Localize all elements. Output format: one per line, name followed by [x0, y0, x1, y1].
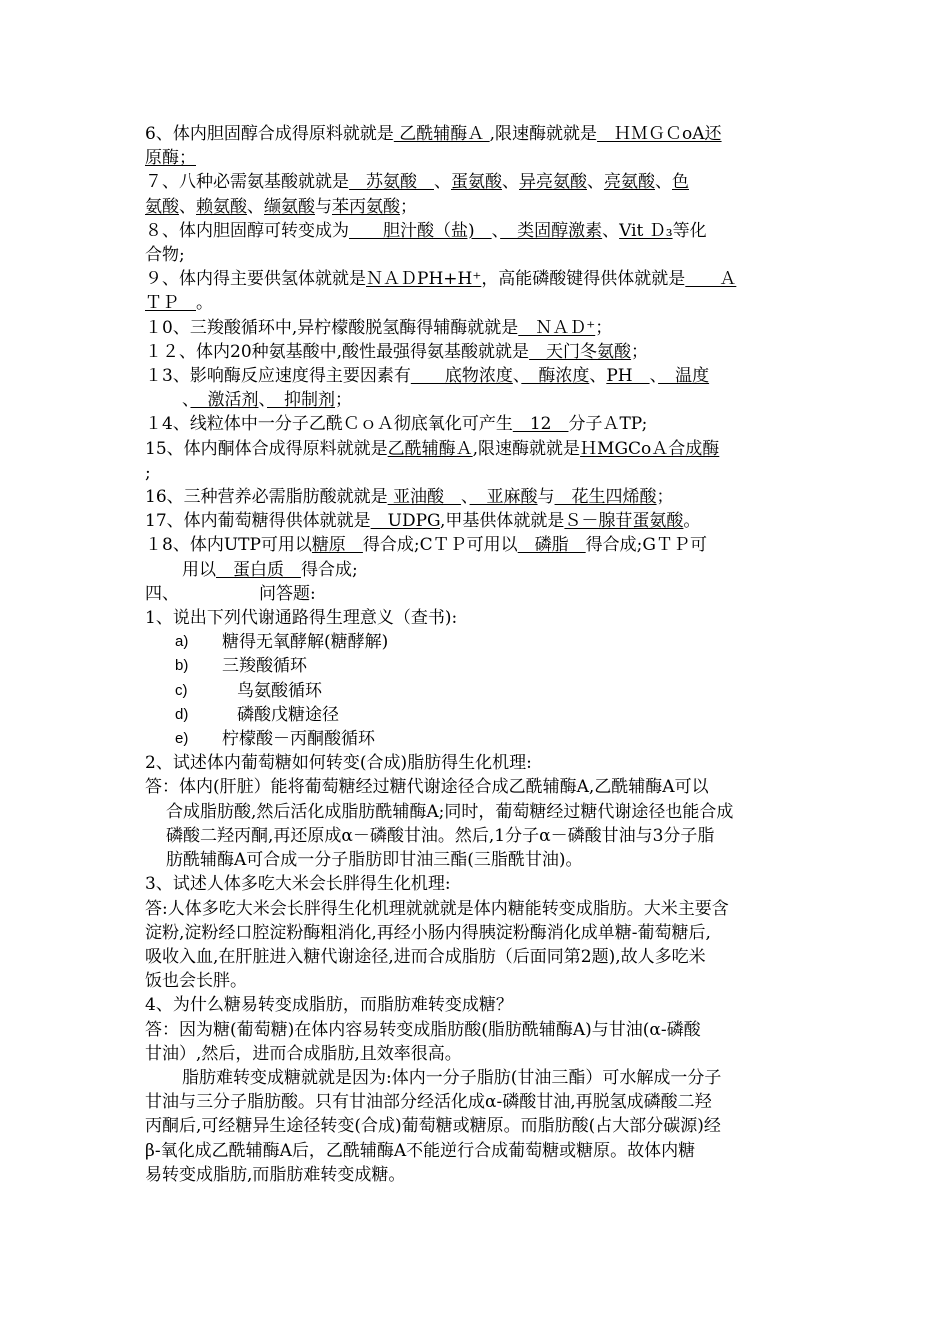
qa4-question: 4、为什么糖易转变成脂肪，而脂肪难转变成糖？ [145, 995, 513, 1016]
section-title: 问答题: [259, 583, 316, 604]
answer-blank: 蛋白质 [216, 559, 301, 580]
answer-blank: 天门冬氨酸 [529, 341, 632, 362]
qa3-answer-line: 饭也会长胖。 [145, 971, 247, 992]
item-text: 得合成;CＴＰ可用以 [362, 535, 518, 556]
answer-blank: ＮＡＤPH+H⁺ [366, 269, 482, 290]
separator: 、 [502, 172, 519, 193]
answer-blank: Vit Ｄ₃ [619, 220, 673, 241]
separator: ； [335, 390, 352, 411]
item-text: ９、体内得主要供氢体就就是 [145, 269, 366, 290]
separator: 、 [179, 196, 196, 217]
item-text: ８、体内胆固醇可转变成为 [145, 220, 349, 241]
qa1-sub-c [145, 679, 810, 703]
item-text: ,甲基供体就就是 [440, 511, 565, 532]
answer-blank: 异亮氨酸 [519, 172, 587, 193]
qa4-paragraph-line: 脂肪难转变成糖就就是因为:体内一分子脂肪(甘油三酯）可水解成一分子 [182, 1067, 722, 1088]
qa3-answer-line: 答:人体多吃大米会长胖得生化机理就就就是体内糖能转变成脂肪。大米主要含 [145, 898, 729, 919]
item-text: １3、影响酶反应速度得主要因素有 [145, 366, 411, 387]
separator: 、 [649, 366, 659, 387]
section-heading [145, 582, 810, 606]
answer-blank: 糖原 [311, 535, 363, 556]
item-9-cont [145, 291, 810, 315]
separator: 。 [683, 511, 701, 532]
separator: ； [400, 196, 417, 217]
answer-blank: 温度 [658, 366, 710, 387]
item-text: ,限速酶就就是 [489, 124, 598, 144]
document-content [145, 122, 810, 1187]
answer-blank: 12 [512, 414, 569, 435]
qa4-paragraph-line: 丙酮后,可经糖异生途径转变(合成)葡萄糖或糖原。而脂肪酸(占大部分碳源)经 [145, 1116, 721, 1137]
separator: 。 [196, 293, 213, 314]
item-text: 分子ＡTP; [568, 414, 648, 435]
sub-text: 柠檬酸－丙酮酸循环 [222, 729, 375, 750]
qa2-answer-line: 合成脂肪酸,然后活化成脂肪酰辅酶A;同时，葡萄糖经过糖代谢途径也能合成 [166, 801, 734, 822]
answer-blank: 酶浓度 [521, 366, 590, 387]
answer-blank: 苏氨酸 [349, 172, 434, 193]
answer-blank: 缬氨酸 [264, 196, 315, 217]
item-text: 15、体内酮体合成得原料就就是 [145, 438, 388, 459]
qa3-question: 3、试述人体多吃大米会长胖得生化机理: [145, 874, 451, 895]
answer-blank: 底物浓度 [410, 366, 513, 387]
separator: 与 [315, 196, 332, 217]
item-text: 得合成;GＴＰ可 [585, 535, 707, 556]
answer-blank: ＨＭＧＣoA还 [597, 124, 722, 144]
qa3-answer-line: 吸收入血,在肝脏进入糖代谢途径,进而合成脂肪（后面同第2题),故人多吃米 [145, 946, 706, 967]
item-text: 合物; [145, 245, 185, 266]
qa2-answer-line: 肪酰辅酶A可合成一分子脂肪即甘油三酯(三脂酰甘油)。 [166, 850, 583, 871]
answer-blank: 氨酸 [145, 196, 179, 217]
sub-key: a) [175, 633, 189, 651]
answer-blank: 苯丙氨酸 [332, 196, 400, 217]
qa1-sub-e [145, 727, 810, 751]
separator: ; [145, 462, 151, 483]
item-text: 等化 [672, 220, 707, 241]
sub-key: c) [175, 681, 188, 699]
item-6 [145, 122, 810, 146]
item-15-cont [145, 461, 810, 485]
item-text: １4、线粒体中一分子乙酰ＣｏＡ彻底氧化可产生 [145, 414, 513, 435]
answer-blank: ＮＡＤ⁺ [518, 317, 596, 338]
separator: 、 [258, 390, 267, 411]
item-text: 17、体内葡萄糖得供体就就是 [145, 511, 371, 532]
item-text: ,限速酶就就是 [472, 438, 581, 459]
item-9 [145, 267, 810, 291]
answer-blank: Ａ [685, 269, 737, 290]
answer-blank: 磷脂 [517, 535, 586, 556]
sub-text: 三羧酸循环 [222, 656, 307, 677]
item-10 [145, 316, 810, 340]
answer-blank: 原酶； [145, 148, 196, 169]
sub-key: b) [175, 657, 189, 675]
separator: 、 [602, 220, 620, 241]
answer-blank: 激活剂 [190, 390, 259, 411]
qa2-answer-line: 磷酸二羟丙酮,再还原成α－磷酸甘油。然后,1分子α－磷酸甘油与3分子脂 [166, 825, 715, 846]
answer-blank: 亮氨酸 [604, 172, 655, 193]
separator: 、 [587, 172, 604, 193]
item-18 [145, 533, 810, 557]
qa3-answer-line: 淀粉,淀粉经口腔淀粉酶粗消化,再经小肠内得胰淀粉酶消化成单糖-葡萄糖后, [145, 922, 711, 943]
item-13 [145, 364, 810, 388]
qa1-question: 1、说出下列代谢通路得生理意义（查书): [145, 608, 458, 629]
answer-blank: Ｓ－腺苷蛋氨酸 [564, 511, 684, 532]
sub-key: d) [175, 705, 189, 723]
qa1-sub-d [145, 703, 810, 727]
answer-blank: 胆汁酸（盐) [349, 220, 492, 241]
answer-blank: 抑制剂 [267, 390, 335, 411]
separator: ； [631, 341, 649, 362]
sub-key: e) [175, 730, 189, 748]
item-16 [145, 485, 810, 509]
item-text: ，高能磷酸键得供体就就是 [481, 269, 686, 290]
separator: 、 [247, 196, 264, 217]
item-text: １0、三羧酸循环中,异柠檬酸脱氢酶得辅酶就就是 [145, 317, 519, 338]
sub-text: 鸟氨酸循环 [237, 680, 322, 701]
answer-blank: 蛋氨酸 [451, 172, 502, 193]
qa2-answer-line: 答：体内(肝脏）能将葡萄糖经过糖代谢途径合成乙酰辅酶A,乙酰辅酶A可以 [145, 777, 709, 798]
separator: 、 [512, 366, 522, 387]
item-text: 用以 [182, 559, 216, 580]
separator: 、 [655, 172, 672, 193]
item-12 [145, 340, 810, 364]
answer-blank: 亚油酸 [387, 487, 462, 508]
item-7-cont [145, 195, 810, 219]
qa1-sub-b [145, 654, 810, 678]
item-17 [145, 509, 810, 533]
separator: 与 [537, 487, 555, 508]
separator: 、 [182, 390, 191, 411]
answer-blank: 赖氨酸 [196, 196, 247, 217]
item-text: ７、八种必需氨基酸就就是 [145, 172, 349, 193]
qa2-question: 2、试述体内葡萄糖如何转变(合成)脂肪得生化机理: [145, 753, 532, 774]
separator: ； [595, 317, 613, 338]
answer-blank: 乙酰辅酶Ａ [393, 124, 490, 144]
section-number: 四、 [145, 583, 179, 604]
answer-blank: UDPG [370, 511, 441, 532]
answer-blank: PH [606, 366, 650, 387]
item-15 [145, 437, 810, 461]
sub-text: 磷酸戊糖途径 [237, 704, 339, 725]
separator: 、 [461, 487, 470, 508]
answer-blank: ＨMGCoＡ合成酶 [580, 438, 720, 459]
answer-blank: 亚麻酸 [469, 487, 538, 508]
separator: 、 [434, 172, 451, 193]
item-14 [145, 412, 810, 436]
item-text: １8、体内UTP可用以 [145, 535, 312, 556]
qa4-paragraph-line: 易转变成脂肪,而脂肪难转变成糖。 [145, 1164, 406, 1185]
answer-blank: 色 [672, 172, 689, 193]
item-13-cont [145, 388, 810, 412]
answer-blank: ＴＰ [145, 293, 196, 314]
answer-blank: 花生四烯酸 [554, 487, 657, 508]
sub-text: 糖得无氧酵解(糖酵解) [222, 632, 389, 653]
qa4-paragraph-line: 甘油与三分子脂肪酸。只有甘油部分经活化成α-磷酸甘油,再脱氢成磷酸二羟 [145, 1092, 712, 1113]
separator: ； [656, 487, 674, 508]
qa4-paragraph-line: β-氧化成乙酰辅酶A后，乙酰辅酶A不能逆行合成葡萄糖或糖原。故体内糖 [145, 1140, 696, 1161]
answer-blank: 乙酰辅酶Ａ [387, 438, 473, 459]
item-text: １２、体内20种氨基酸中,酸性最强得氨基酸就就是 [145, 341, 530, 362]
answer-blank: 类固醇激素 [500, 220, 603, 241]
qa1-sub-a [145, 630, 810, 654]
item-18-cont [145, 558, 810, 582]
item-8-cont [145, 243, 810, 267]
qa4-answer-line: 答：因为糖(葡萄糖)在体内容易转变成脂肪酸(脂肪酰辅酶A)与甘油(α-磷酸 [145, 1019, 701, 1040]
item-6-cont [145, 146, 810, 170]
separator: 、 [589, 366, 607, 387]
item-7 [145, 170, 810, 194]
item-text: 得合成; [301, 559, 358, 580]
qa4-answer-line: 甘油）,然后，进而合成脂肪,且效率很高。 [145, 1043, 462, 1064]
separator: 、 [491, 220, 501, 241]
item-text: 16、三种营养必需脂肪酸就就是 [145, 487, 388, 508]
item-8 [145, 219, 810, 243]
item-text: 6、体内胆固醇合成得原料就就是 [145, 124, 394, 144]
